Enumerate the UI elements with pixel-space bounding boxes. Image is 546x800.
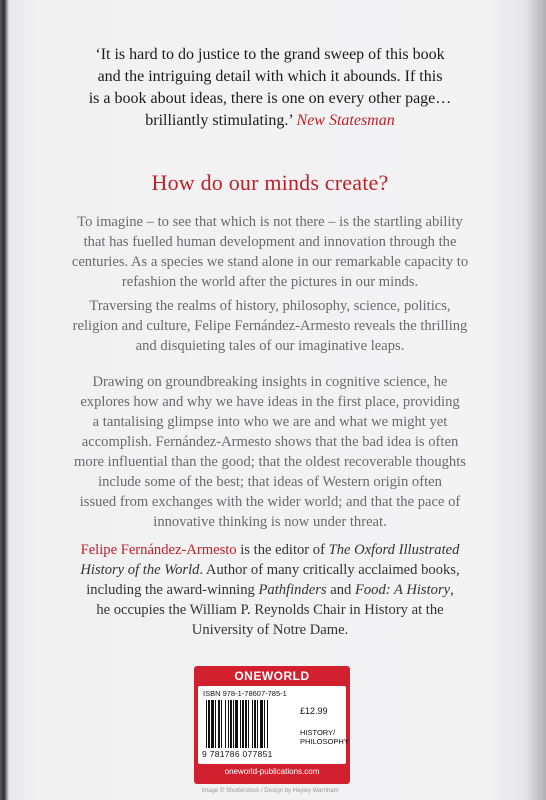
- spine-shadow: [528, 0, 546, 800]
- barcode-bar: [252, 700, 253, 748]
- quote-source: New Statesman: [296, 112, 395, 129]
- category: [300, 728, 349, 746]
- blurb-line: include some of the best; that ideas of Western origin often: [98, 474, 442, 490]
- barcode-bar: [215, 700, 216, 748]
- blurb-line: religion and culture, Felipe Fernández-Armesto reveals the thrilling: [72, 318, 468, 334]
- blurb-line: and disquieting tales of our imaginative leaps.: [135, 338, 405, 354]
- barcode-bar: [228, 700, 229, 748]
- book-title: The Oxford Illustrated: [328, 542, 460, 558]
- blurb-paragraph-3: [30, 372, 510, 532]
- barcode-bar: [248, 700, 249, 748]
- barcode-bar: [267, 700, 268, 748]
- barcode-bar: [264, 700, 265, 748]
- barcode-bar: [206, 700, 207, 748]
- barcode-bar: [242, 700, 244, 748]
- isbn-text: ISBN 978-1-78607-785-1: [203, 689, 287, 698]
- blurb-line: issued from exchanges with the wider world; and that the pace of: [79, 494, 461, 510]
- image-credits: Image © Shutterstock / Design by Hayley Warnham: [201, 788, 339, 794]
- author-name: Felipe Fernández-Armesto: [80, 542, 237, 558]
- blurb-line: a tantalising glimpse into who we are and what we might yet: [92, 414, 448, 430]
- headline: How do our minds create?: [151, 170, 389, 195]
- book-title: History of the World: [80, 562, 200, 578]
- publisher-logo: ONEWORLD: [234, 669, 310, 683]
- barcode-bar: [221, 700, 222, 748]
- category-line: PHILOSOPHY: [300, 737, 349, 746]
- barcode-bar: [260, 700, 263, 748]
- barcode-bar: [233, 700, 234, 748]
- barcode-label: [198, 686, 349, 764]
- blurb-paragraph-1: [30, 212, 510, 292]
- blurb-line: Traversing the realms of history, philosophy, science, politics,: [89, 298, 451, 314]
- quote-line: and the intriguing detail with which it abounds. If this: [97, 68, 443, 85]
- category-line: HISTORY/: [300, 728, 336, 737]
- cover-content: [30, 24, 510, 794]
- barcode-bar: [230, 700, 232, 748]
- bio-text: and: [326, 582, 355, 598]
- blurb-line: To imagine – to see that which is not there – is the startling ability: [77, 214, 463, 230]
- book-title: Pathfinders: [258, 582, 327, 598]
- barcode-bar: [240, 700, 241, 748]
- bio-text: is the editor of: [236, 542, 329, 558]
- blurb-line: centuries. As a species we stand alone in our remarkable capacity to: [71, 254, 469, 270]
- bio-line: [30, 580, 510, 600]
- quote-line: [30, 110, 510, 132]
- author-bio: [30, 540, 510, 640]
- barcode-bars: [206, 700, 294, 748]
- book-title: Food: A History: [354, 582, 451, 598]
- bio-text: ,: [450, 582, 454, 598]
- barcode-bar: [225, 700, 226, 748]
- barcode-digits: 9 781786 077851: [202, 749, 273, 759]
- barcode-bar: [235, 700, 238, 748]
- blurb-line: that has fuelled human development and innovation through the: [83, 234, 457, 250]
- barcode-bar: [218, 700, 220, 748]
- blurb-paragraph-2: [30, 296, 510, 356]
- quote-line: is a book about ideas, there is one on every other page…: [88, 90, 452, 107]
- blurb-line: Drawing on groundbreaking insights in cognitive science, he: [92, 374, 448, 390]
- bio-line: [30, 560, 510, 580]
- barcode-bar: [208, 700, 210, 748]
- barcode-panel: [194, 666, 350, 784]
- barcode-bar: [254, 700, 256, 748]
- bio-line: he occupies the William P. Reynolds Chair in History at the: [96, 602, 444, 618]
- bio-text: including the award-winning: [86, 582, 259, 598]
- blurb-line: explores how and why we have ideas in the first place, providing: [80, 394, 460, 410]
- barcode-bar: [257, 700, 258, 748]
- blurb-line: refashion the world after the pictures in our minds.: [121, 274, 419, 290]
- publisher-url: oneworld-publications.com: [224, 767, 320, 776]
- price: £12.99: [300, 706, 328, 716]
- blurb-line: more influential than the good; that the oldest recoverable thoughts: [74, 454, 466, 470]
- barcode-bar: [245, 700, 247, 748]
- barcode-bar: [211, 700, 214, 748]
- review-quote: [30, 44, 510, 132]
- bio-line: [30, 540, 510, 560]
- bio-text: . Author of many critically acclaimed books,: [199, 562, 460, 578]
- bio-line: University of Notre Dame.: [191, 622, 349, 638]
- blurb-line: innovative thinking is now under threat.: [153, 514, 387, 530]
- blurb-line: accomplish. Fernández-Armesto shows that the bad idea is often: [81, 434, 459, 450]
- quote-line-text: brilliantly stimulating.’: [145, 112, 293, 129]
- quote-line: ‘It is hard to do justice to the grand sweep of this book: [95, 46, 445, 63]
